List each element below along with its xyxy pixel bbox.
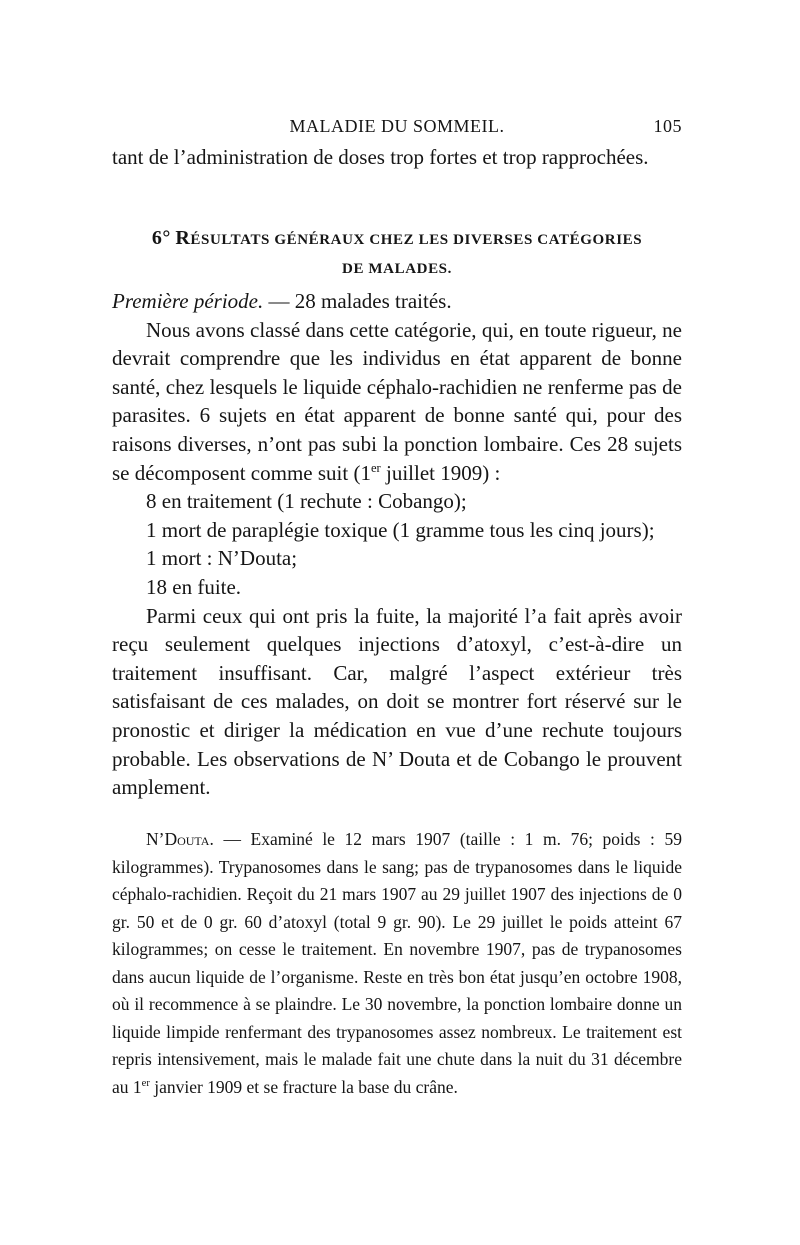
list-item-4: 18 en fuite. xyxy=(146,574,242,599)
main-body xyxy=(112,287,682,802)
section-heading-line-1 xyxy=(112,224,682,255)
running-title: MALADIE DU SOMMEIL. xyxy=(289,116,505,136)
observation-text-2: janvier 1909 et se fracture la base du crâne. xyxy=(149,1076,458,1097)
section-initial: R xyxy=(175,227,191,249)
body-paragraph-2: Parmi ceux qui ont pris la fuite, la majorité l’a fait après avoir reçu seulement quelques injections d’atoxyl, c’est-à-dire un traitement insuffisant. Car, malgré l’aspect extérieur très satisfaisant de ces malades, on doit se montrer fort réservé sur le pronostic et diriger la médication en vue d’une rechute toujours probable. Les observations de N’ Douta et de Cobango le prouvent amplement. xyxy=(112,603,682,800)
list-item-2: 1 mort de paraplégie toxique (1 gramme tous les cinq jours); xyxy=(146,517,655,542)
section-heading xyxy=(112,224,682,284)
section-number: 6° xyxy=(151,227,172,249)
period-label: Première période. xyxy=(112,289,264,313)
list-item-1: 8 en traitement (1 rechute : Cobango); xyxy=(146,489,467,514)
body-1-end: juillet 1909) : xyxy=(380,460,501,485)
running-head xyxy=(112,116,682,140)
observation-name: N’Douta. xyxy=(146,829,214,849)
section-heading-line-2: DE MALADES. xyxy=(342,261,452,277)
observation-paragraph xyxy=(112,826,682,1101)
body-1-text: Nous avons classé dans cette catégorie, qui, en toute rigueur, ne devrait comprendre que les individus en état apparent de bonne santé, chez lesquels le liquide céphalo-rachidien ne renferme pas de parasites. 6 sujets en état apparent de bonne santé qui, pour des raisons diverses, n’ont pas subi la ponction lombaire. Ces 28 sujets se décomposent comme suit (1 xyxy=(112,317,682,485)
list-item-3: 1 mort : N’Douta; xyxy=(146,546,298,571)
continuation-text: tant de l’administration de doses trop fortes et trop rapprochées. xyxy=(112,145,649,169)
observation-text-1: — Examiné le 12 mars 1907 (taille : 1 m. 76; poids : 59 kilogrammes). Trypanosomes dans le sang; pas de trypanosomes dans le liquide céphalo-rachidien. Reçoit du 21 mars 1907 au 29 juillet 1907 des injections de 0 gr. 50 et de 0 gr. 60 d’atoxyl (total 9 gr. 90). Le 29 juillet le poids atteint 67 kilogrammes; on cesse le traitement. En novembre 1907, pas de trypanosomes dans aucun liquide de l’organisme. Reste en très bon état jusqu’en octobre 1908, où il recommence à se plaindre. Le 30 novembre, la ponction lombaire donne un liquide limpide renfermant des trypanosomes assez nombreux. Le traitement est repris intensivement, mais le malade fait une chute dans la nuit du 31 décembre au 1 xyxy=(112,829,682,1097)
page-number: 105 xyxy=(653,116,682,136)
section-title-rest: ÉSULTATS GÉNÉRAUX CHEZ LES DIVERSES CATÉGORIES xyxy=(190,232,643,248)
observation-sup: er xyxy=(141,1077,150,1089)
period-line xyxy=(112,287,682,316)
period-text: — 28 malades traités. xyxy=(263,289,452,313)
continuation-paragraph xyxy=(112,143,682,172)
body-1-sup: er xyxy=(370,460,381,475)
body-paragraph-1 xyxy=(112,316,682,488)
